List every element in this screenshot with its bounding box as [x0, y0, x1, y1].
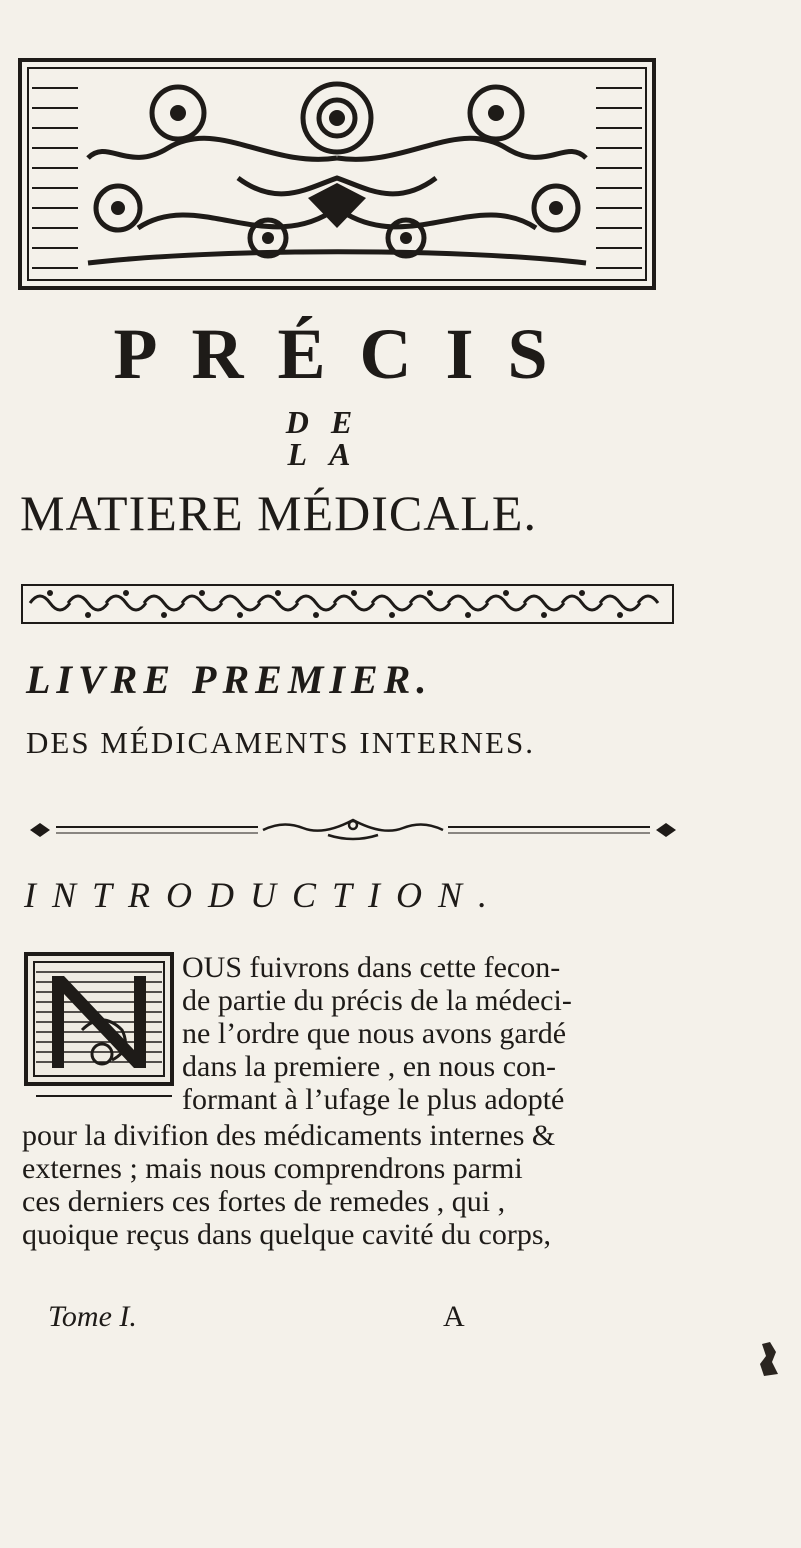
- body-line: ces derniers ces fortes de remedes , qui ,: [22, 1185, 506, 1218]
- body-line: dans la premiere , en nous con-: [182, 1050, 557, 1083]
- book-subtitle: DES MÉDICAMENTS INTERNES.: [26, 725, 535, 760]
- body-line: formant à l’ufage le plus adopté: [182, 1083, 565, 1116]
- body-line: quoique reçus dans quelque cavité du corps,: [22, 1218, 551, 1251]
- body-line: OUS fuivrons dans cette fecon-: [182, 951, 561, 984]
- page-footer: [48, 1300, 608, 1340]
- title-subject: MATIERE MÉDICALE.: [20, 485, 537, 541]
- main-title: PRÉCIS: [113, 314, 582, 394]
- volume-label: Tome I.: [48, 1300, 137, 1333]
- body-line: de partie du précis de la médeci-: [182, 984, 572, 1017]
- book-title: LIVRE PREMIER.: [26, 657, 433, 702]
- body-line: ne l’ordre que nous avons gardé: [182, 1017, 567, 1050]
- signature-mark: A: [443, 1300, 465, 1333]
- body-line: pour la divifion des médicaments internes &: [22, 1119, 556, 1152]
- section-title: INTRODUCTION.: [24, 875, 504, 915]
- body-line: externes ; mais nous comprendrons parmi: [22, 1152, 523, 1185]
- ink-blot-icon: [756, 1340, 780, 1380]
- title-sub: DE LA: [285, 404, 375, 472]
